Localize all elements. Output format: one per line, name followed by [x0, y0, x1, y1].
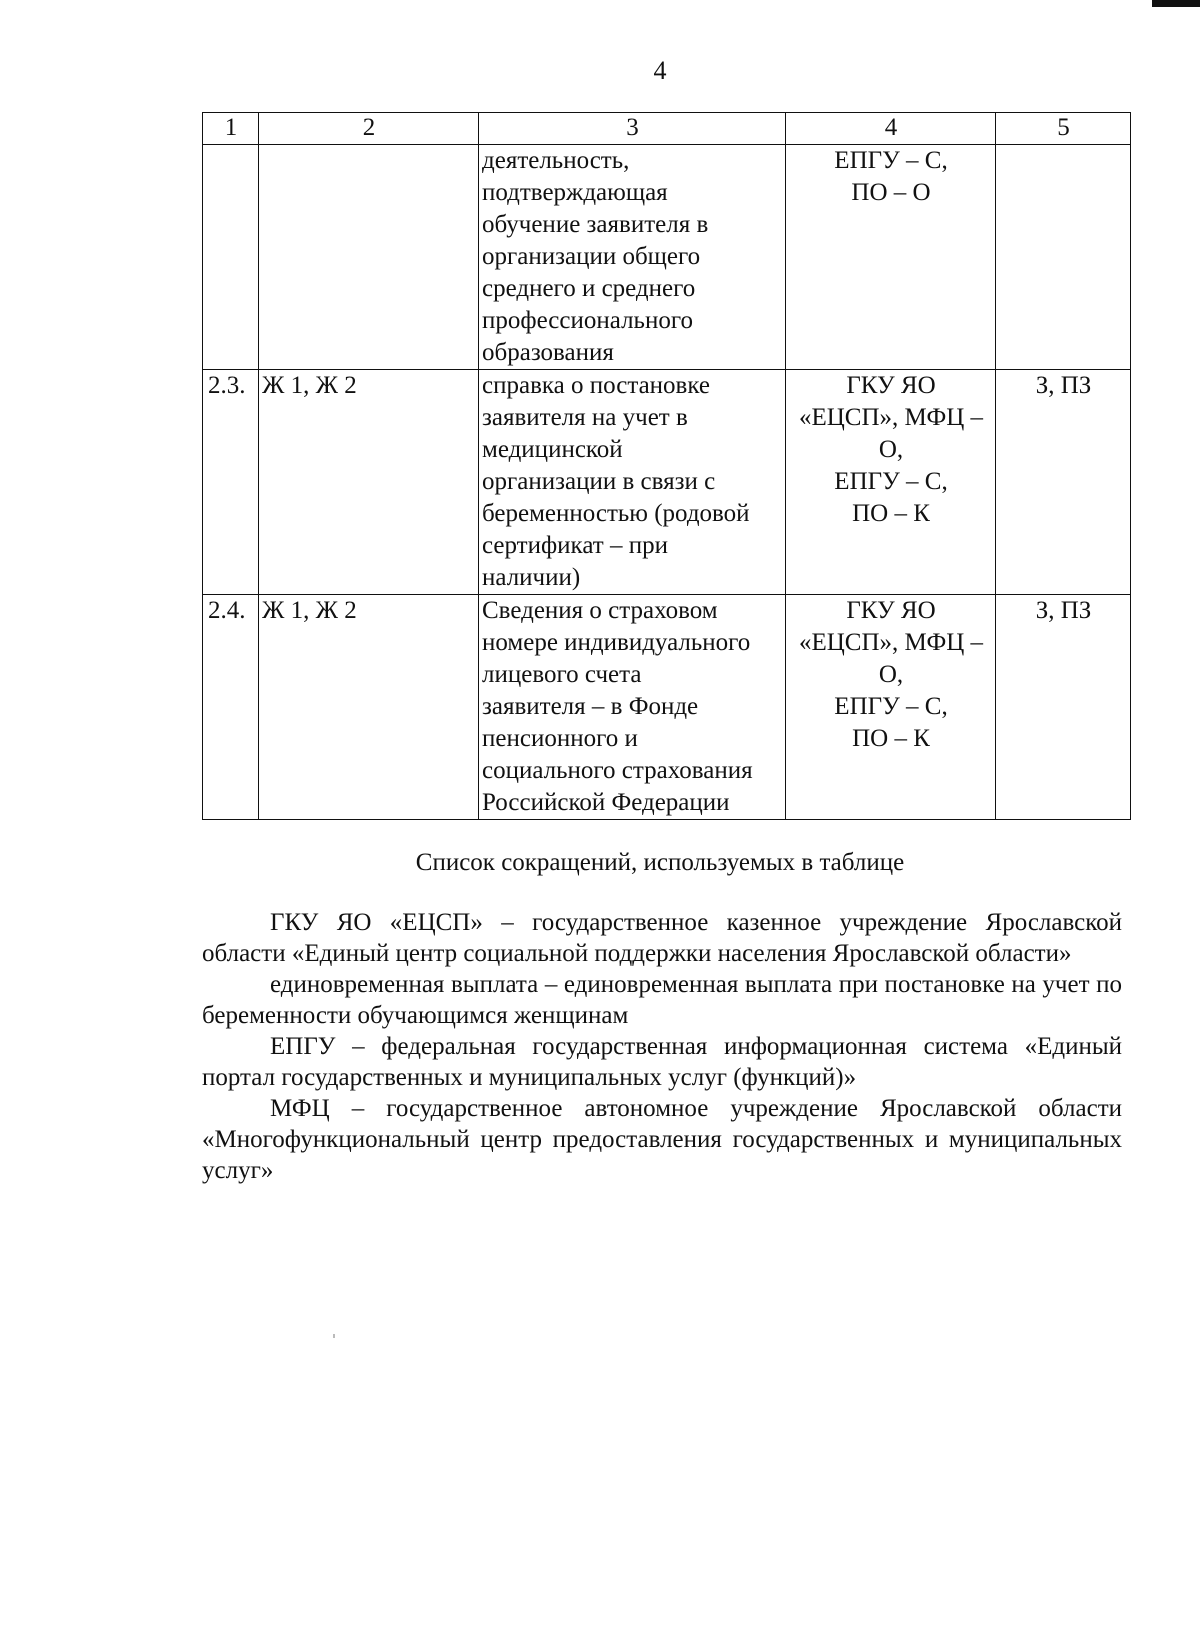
cell-line: заявителя на учет в — [482, 404, 688, 431]
cell-line: профессионального — [482, 307, 693, 334]
column-header: 5 — [996, 113, 1131, 145]
cell-line: социального страхования — [482, 757, 753, 784]
column-header: 2 — [259, 113, 479, 145]
cell-line: ГКУ ЯО — [846, 597, 936, 624]
table-row — [203, 595, 1131, 820]
cell-number: 2.3. — [203, 370, 259, 595]
table-header-row — [203, 113, 1131, 145]
cell-form — [996, 145, 1131, 370]
abbreviation-item: ГКУ ЯО «ЕЦСП» – государственное казенное учреждение Ярославской области «Единый центр социальной поддержки населения Ярославской области» — [202, 909, 1122, 967]
cell-document — [479, 145, 786, 370]
cell-line: ЕПГУ – С, — [834, 693, 948, 720]
cell-line: Сведения о страховом — [482, 597, 718, 624]
cell-line: ГКУ ЯО — [846, 372, 936, 399]
column-header: 4 — [786, 113, 996, 145]
cell-line: среднего и среднего — [482, 275, 696, 302]
cell-line: наличии) — [482, 564, 581, 591]
cell-line: ЕПГУ – С, — [834, 147, 948, 174]
cell-line: сертификат – при — [482, 532, 668, 559]
cell-category: Ж 1, Ж 2 — [259, 595, 479, 820]
cell-source — [786, 595, 996, 820]
cell-category: Ж 1, Ж 2 — [259, 370, 479, 595]
cell-line: пенсионного и — [482, 725, 638, 752]
documents-table — [202, 112, 1131, 820]
cell-line: справка о постановке — [482, 372, 710, 399]
abbreviations-list — [202, 907, 1122, 1186]
cell-line: лицевого счета — [482, 661, 642, 688]
cell-source — [786, 370, 996, 595]
cell-line: организации в связи с — [482, 468, 716, 495]
cell-form: З, ПЗ — [996, 595, 1131, 820]
cell-line: «ЕЦСП», МФЦ – — [798, 629, 983, 656]
cell-line: заявителя – в Фонде — [482, 693, 699, 720]
cell-line: «ЕЦСП», МФЦ – — [798, 404, 983, 431]
cell-line: обучение заявителя в — [482, 211, 709, 238]
cell-line: ПО – О — [851, 179, 931, 206]
cell-line: ПО – К — [852, 500, 930, 527]
page-number: 4 — [653, 56, 667, 85]
cell-line: медицинской — [482, 436, 623, 463]
cell-number: 2.4. — [203, 595, 259, 820]
abbreviations-title: Список сокращений, используемых в таблице — [415, 849, 905, 876]
cell-line: ЕПГУ – С, — [834, 468, 948, 495]
cell-document — [479, 370, 786, 595]
cell-form: З, ПЗ — [996, 370, 1131, 595]
table-row — [203, 145, 1131, 370]
cell-line: ПО – К — [852, 725, 930, 752]
cell-line: подтверждающая — [482, 179, 668, 206]
cell-line: Российской Федерации — [482, 789, 730, 816]
scan-edge-mark — [1152, 0, 1200, 7]
abbreviation-item: ЕПГУ – федеральная государственная информационная система «Единый портал государственных и муниципальных услуг (функций)» — [202, 1033, 1122, 1091]
abbreviation-item: МФЦ – государственное автономное учреждение Ярославской области «Многофункциональный центр предоставления государственных и муниципальных услуг» — [202, 1095, 1122, 1184]
scan-speck — [333, 1334, 335, 1338]
cell-line: номере индивидуального — [482, 629, 751, 656]
cell-line: деятельность, — [482, 147, 630, 174]
cell-line: организации общего — [482, 243, 701, 270]
cell-source — [786, 145, 996, 370]
cell-number — [203, 145, 259, 370]
table-row — [203, 370, 1131, 595]
cell-line: образования — [482, 339, 614, 366]
column-header: 3 — [479, 113, 786, 145]
cell-line: беременностью (родовой — [482, 500, 750, 527]
abbreviation-item: единовременная выплата – единовременная выплата при постановке на учет по беременности обучающимся женщинам — [202, 971, 1122, 1029]
cell-category — [259, 145, 479, 370]
table-body — [203, 145, 1131, 820]
column-header: 1 — [203, 113, 259, 145]
cell-document — [479, 595, 786, 820]
cell-line: О, — [878, 661, 904, 688]
cell-line: О, — [878, 436, 904, 463]
